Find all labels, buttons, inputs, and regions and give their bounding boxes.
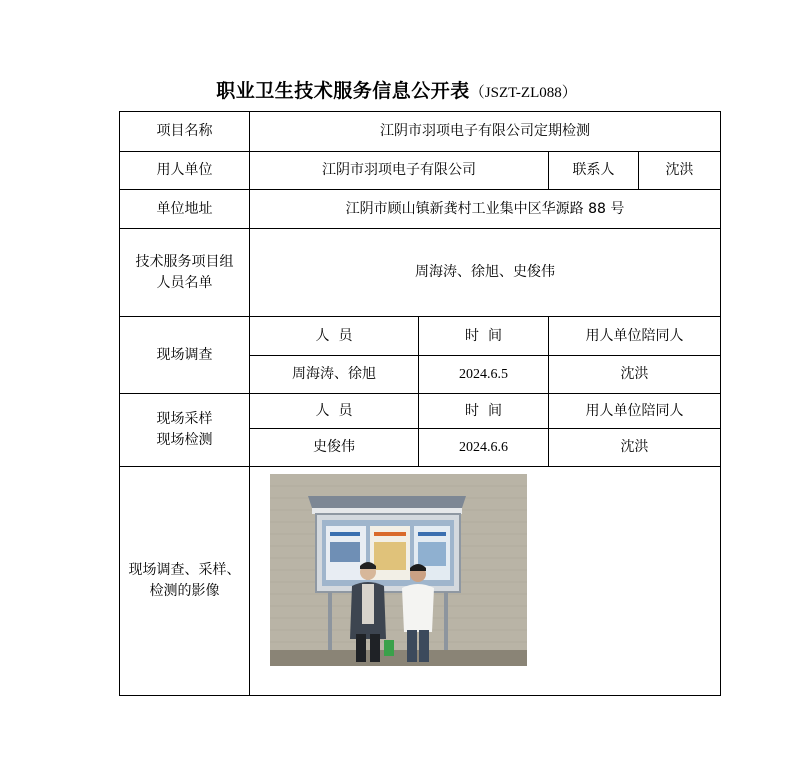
sampling-people: 史俊伟: [250, 429, 419, 467]
sampling-col-time: 时 间: [419, 394, 549, 429]
survey-people: 周海涛、徐旭: [250, 356, 419, 394]
info-table: [119, 111, 721, 696]
project-value: 江阴市羽项电子有限公司定期检测: [250, 112, 721, 152]
contact-value: 沈洪: [639, 152, 721, 190]
row-images: [120, 467, 721, 696]
team-label: [120, 229, 250, 317]
employer-value: 江阴市羽项电子有限公司: [250, 152, 549, 190]
sampling-col-people: 人 员: [250, 394, 419, 429]
sampling-col-escort: 用人单位陪同人: [549, 394, 721, 429]
images-label-line1: 现场调查、采样、: [128, 562, 241, 578]
employer-label: 用人单位: [120, 152, 250, 190]
survey-col-people: 人 员: [250, 317, 419, 356]
row-team: [120, 229, 721, 317]
address-value: 江阴市顾山镇新龚村工业集中区华源路 88 号: [250, 190, 721, 229]
team-label-line2: 人员名单: [156, 274, 213, 291]
team-value: 周海涛、徐旭、史俊伟: [250, 229, 721, 317]
images-label-line2: 检测的影像: [149, 583, 220, 599]
title-main: 职业卫生技术服务信息公开表: [216, 80, 470, 102]
survey-escort: 沈洪: [549, 356, 721, 394]
sampling-label-line1: 现场采样: [156, 411, 213, 427]
sampling-label-line2: 现场检测: [156, 432, 213, 448]
survey-col-time: 时 间: [419, 317, 549, 356]
row-survey-header: [120, 317, 721, 356]
survey-time: 2024.6.5: [419, 356, 549, 394]
images-cell: [250, 467, 721, 696]
row-employer: [120, 152, 721, 190]
row-project: [120, 112, 721, 152]
team-label-line1: 技术服务项目组: [135, 253, 234, 270]
project-label: 项目名称: [120, 112, 250, 152]
images-label: [120, 467, 250, 696]
row-address: [120, 190, 721, 229]
page-title: [0, 76, 793, 103]
title-code: （JSZT-ZL088）: [469, 85, 577, 101]
sampling-time: 2024.6.6: [419, 429, 549, 467]
address-label: 单位地址: [120, 190, 250, 229]
contact-label: 联系人: [549, 152, 639, 190]
survey-col-escort: 用人单位陪同人: [549, 317, 721, 356]
site-photo: [270, 474, 527, 666]
sampling-label: [120, 394, 250, 467]
sampling-escort: 沈洪: [549, 429, 721, 467]
row-sampling-header: [120, 394, 721, 429]
survey-label: 现场调查: [120, 317, 250, 394]
